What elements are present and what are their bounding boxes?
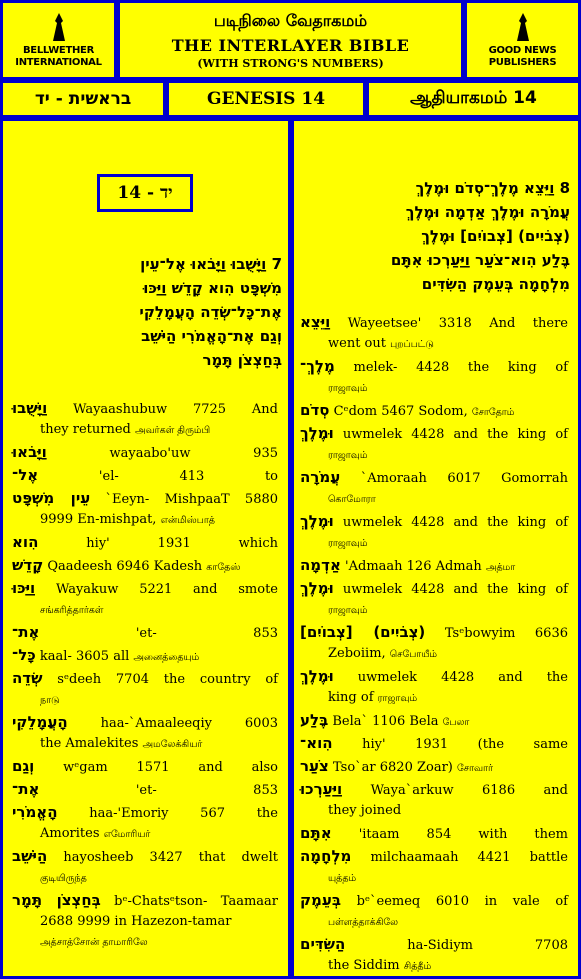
transliteration: haa-`Amaaleeqiy 6003 (67, 716, 278, 731)
transliteration: 'el- 413 to (38, 469, 278, 484)
word-entry (12, 890, 278, 953)
word-entry (300, 423, 568, 466)
transliteration: Wayakuw 5221 and smote (35, 582, 278, 597)
v7-line: אֶת־כָּל־שְׂדֵה הָעֲמָלֵקִי (139, 303, 282, 321)
hebrew-word: עֵין מִשְׁפָּט (12, 489, 91, 507)
transliteration: 'itaam 854 with them (331, 827, 568, 842)
word-entry (300, 622, 568, 665)
gloss: Amorites (40, 826, 104, 841)
word-entry (300, 356, 568, 399)
hebrew-word: וַיָּשֻׁבוּ (12, 399, 48, 417)
gloss: king of (328, 690, 378, 705)
tamil-gloss: ராஜாவும் (377, 693, 418, 704)
word-entry (12, 846, 278, 889)
transliteration: Cᵉdom 5467 Sodom, (329, 404, 472, 419)
word-entry (12, 488, 278, 531)
transliteration: hiy' 1931 (the same (332, 737, 568, 752)
hebrew-word: וַיָּבֹאוּ (12, 443, 47, 461)
transliteration: melek- 4428 the king of (334, 360, 568, 375)
hebrew-word: וַיַּעַרְכוּ (300, 780, 343, 798)
hebrew-word: הַיֹּשֵׁב (12, 847, 48, 865)
word-entry (12, 802, 278, 845)
book-english: GENESIS 14 (166, 80, 366, 118)
transliteration: milchaamaah 4421 battle (351, 850, 568, 865)
word-entry (12, 712, 278, 755)
verse-8-hebrew (300, 176, 570, 296)
transliteration: sᵉdeeh 7704 the country of (42, 672, 278, 687)
word-entry (300, 934, 568, 977)
transliteration: uwmelek 4428 and the king of (333, 427, 568, 442)
word-entry (300, 400, 568, 423)
word-entry (12, 578, 278, 621)
transliteration: hiy' 1931 which (38, 536, 278, 551)
chapter-box: 14 - יד (97, 174, 193, 212)
tamil-gloss: சோவார் (457, 763, 493, 774)
hebrew-word: כָּל־ (12, 646, 36, 664)
word-entry (300, 511, 568, 554)
transliteration: ha-Sidiym 7708 (345, 938, 568, 953)
tamil-gloss: ராஜாவும் (328, 538, 368, 549)
gloss: 2688 9999 in Hazezon-tamar (40, 914, 232, 929)
tamil-gloss: அத்சாத்சோன் தாமாரிலே (40, 937, 148, 948)
word-entry (300, 555, 568, 578)
v8-line: 8 וַיֵּצֵא מֶלֶךְ־סְדֹם וּמֶלֶךְ (415, 179, 570, 197)
bellwether-figure-icon (49, 11, 69, 45)
tamil-gloss: கொமோரா (328, 494, 376, 505)
tamil-gloss: பேலா (442, 717, 470, 728)
transliteration: haa-'Emoriy 567 the (57, 806, 278, 821)
v8-line: (צְבֹיִים) [צְבוֹיִם] וּמֶלֶךְ (421, 227, 570, 245)
tamil-gloss: பள்ளத்தாக்கிலே (328, 917, 399, 928)
hebrew-word: הָאֱמֹרִי (12, 803, 58, 821)
word-entry (300, 890, 568, 933)
word-entry (12, 555, 278, 578)
hebrew-word: בְּחַצְצֹן תָּמָר (12, 891, 101, 909)
gloss: they joined (328, 803, 402, 818)
hebrew-word: אַדְמָה (300, 556, 341, 574)
v7-line: 7 וַיָּשֻׁבוּ וַיָּבֹאוּ אֶל־עֵין (140, 255, 282, 273)
gloss: Zeboiim, (328, 646, 390, 661)
transliteration: 'et- 853 (39, 783, 278, 798)
transliteration: kaal- 3605 all (35, 649, 134, 664)
tamil-gloss: புறப்பட்டு (390, 339, 434, 350)
word-entry (12, 756, 278, 778)
v7-line: וְגַם אֶת־הָאֱמֹרִי הַיֹּשֵׁב (141, 327, 282, 345)
hebrew-word: עֲמֹרָה (300, 468, 341, 486)
transliteration: uwmelek 4428 and the king of (333, 515, 568, 530)
book-hebrew: בראשית - יד (0, 80, 166, 118)
gloss: the Siddim (328, 958, 404, 973)
word-entry (300, 467, 568, 510)
tamil-gloss: அத்மா (485, 562, 516, 573)
book-tamil: ஆதியாகமம் 14 (366, 80, 581, 118)
hebrew-word: (צְבֹיִים) [צְבוֹיִם] (300, 623, 426, 641)
tamil-gloss: ராஜாவும் (328, 450, 368, 461)
transliteration: `Eeyn- MishpaaT 5880 (90, 492, 279, 507)
v8-line: בֶּלַע הִוא־צֹעַר וַיַּעַרְכוּ אִתָּם (390, 251, 570, 269)
bellwether-label: BELLWETHER INTERNATIONAL (15, 45, 102, 68)
hebrew-word: שְׂדֵה (12, 669, 43, 687)
bellwether-logo (0, 0, 117, 80)
hebrew-word: וּמֶלֶךְ (300, 667, 334, 685)
word-entry (300, 823, 568, 845)
verse-7-hebrew (10, 252, 282, 372)
word-entry (300, 846, 568, 889)
transliteration: bᵉ`eemeq 6010 in vale of (341, 894, 568, 909)
word-entry (12, 465, 278, 487)
hebrew-word: וְגַם (12, 757, 35, 775)
word-entry (12, 622, 278, 644)
tamil-gloss: சங்கரித்தார்கள் (40, 605, 104, 616)
hebrew-word: קָדֵשׁ (12, 556, 44, 574)
hebrew-word: אֶת־ (12, 780, 40, 798)
transliteration: Tsᵉbowyim 6636 (425, 626, 568, 641)
word-entry (12, 442, 278, 464)
transliteration: uwmelek 4428 and the (333, 670, 568, 685)
hebrew-word: וּמֶלֶךְ (300, 579, 334, 597)
title-sub: (WITH STRONG'S NUMBERS) (197, 57, 384, 70)
hebrew-word: אִתָּם (300, 824, 332, 842)
transliteration: uwmelek 4428 and the king of (333, 582, 568, 597)
tamil-gloss: அமலேக்கியர் (142, 739, 203, 750)
goodnews-label: GOOD NEWS PUBLISHERS (488, 45, 557, 68)
word-entry (300, 756, 568, 779)
word-entry (12, 398, 278, 441)
word-entry (300, 578, 568, 621)
hebrew-word: הִוא־ (300, 734, 333, 752)
title-block (117, 0, 464, 80)
hebrew-word: בְּעֵמֶק (300, 891, 342, 909)
transliteration: wayaabo'uw 935 (46, 446, 278, 461)
tamil-gloss: ராஜாவும் (328, 605, 368, 616)
hebrew-word: וּמֶלֶךְ (300, 424, 334, 442)
hebrew-word: וּמֶלֶךְ (300, 512, 334, 530)
hebrew-word: מֶלֶךְ־ (300, 357, 335, 375)
transliteration: bᵉ-Chatsᵉtson- Taamaar (100, 894, 278, 909)
v7-line: בְּחַצְצֹן תָּמָר (202, 351, 282, 369)
goodnews-logo (464, 0, 581, 80)
gloss: 9999 En-mishpat, (40, 512, 161, 527)
hebrew-word: וַיַּכּוּ (12, 579, 36, 597)
transliteration: Wayaashubuw 7725 And (47, 402, 278, 417)
tamil-gloss: காதேஸ் (206, 562, 241, 573)
word-entry (12, 645, 278, 668)
hebrew-word: מִלְחָמָה (300, 847, 352, 865)
goodnews-figure-icon (513, 11, 533, 45)
transliteration: 'et- 853 (39, 626, 278, 641)
v7-line: מִשְׁפָּט הִוא קָדֵשׁ וַיַּכּוּ (143, 279, 282, 297)
word-entry (12, 532, 278, 554)
transliteration: Bela` 1106 Bela (328, 714, 443, 729)
gloss: they returned (40, 422, 136, 437)
hebrew-word: הָעֲמָלֵקִי (12, 713, 68, 731)
hebrew-word: צֹעַר (300, 757, 329, 775)
v8-line: מִלְחָמָה בְּעֵמֶק הַשִּׂדִּים (421, 275, 570, 293)
word-entry (300, 733, 568, 755)
tamil-gloss: அவர்கள் திரும்பி (135, 425, 211, 436)
hebrew-word: הַשִּׂדִּים (300, 935, 346, 953)
transliteration: wᵉgam 1571 and also (34, 760, 278, 775)
tamil-gloss: ராஜாவும் (328, 383, 368, 394)
hebrew-word: בֶּלַע (300, 711, 329, 729)
transliteration: Waya`arkuw 6186 and (342, 783, 568, 798)
gloss: the Amalekites (40, 736, 143, 751)
tamil-gloss: யுத்தம் (328, 873, 357, 884)
tamil-gloss: செபோயீம் (389, 649, 438, 660)
word-entry (300, 312, 568, 355)
title-tamil: படிநிலை வேதாகமம் (213, 11, 368, 30)
hebrew-word: וַיֵּצֵא (300, 313, 331, 331)
transliteration: Tso`ar 6820 Zoar) (328, 760, 457, 775)
tamil-gloss: சோதோம் (471, 407, 515, 418)
transliteration: hayosheeb 3427 that dwelt (47, 850, 278, 865)
hebrew-word: הִוא (12, 533, 39, 551)
word-entry (300, 779, 568, 821)
transliteration: Wayeetsee' 3318 And there (330, 316, 568, 331)
hebrew-word: אֶת־ (12, 623, 40, 641)
transliteration: `Amoraah 6017 Gomorrah (340, 471, 568, 486)
transliteration: 'Admaah 126 Admah (340, 559, 486, 574)
tamil-gloss: என்மிஸ்பாத் (160, 515, 215, 526)
word-entry (300, 710, 568, 733)
tamil-gloss: சித்தீம் (403, 961, 432, 972)
word-entry (12, 779, 278, 801)
v8-line: עֲמֹרָה וּמֶלֶךְ אַדְמָה וּמֶלֶךְ (405, 203, 570, 221)
title-main: THE INTERLAYER BIBLE (171, 36, 410, 55)
word-entry (300, 666, 568, 709)
tamil-gloss: நாடு (40, 695, 60, 706)
gloss: went out (328, 336, 391, 351)
tamil-gloss: எமோரியர் (103, 829, 151, 840)
transliteration: Qaadeesh 6946 Kadesh (43, 559, 207, 574)
hebrew-word: אֶל־ (12, 466, 39, 484)
tamil-gloss: அனைத்தையும் (133, 652, 200, 663)
tamil-gloss: குடியிருந்த (40, 873, 87, 884)
word-entry (12, 668, 278, 711)
hebrew-word: סְדֹם (300, 401, 330, 419)
